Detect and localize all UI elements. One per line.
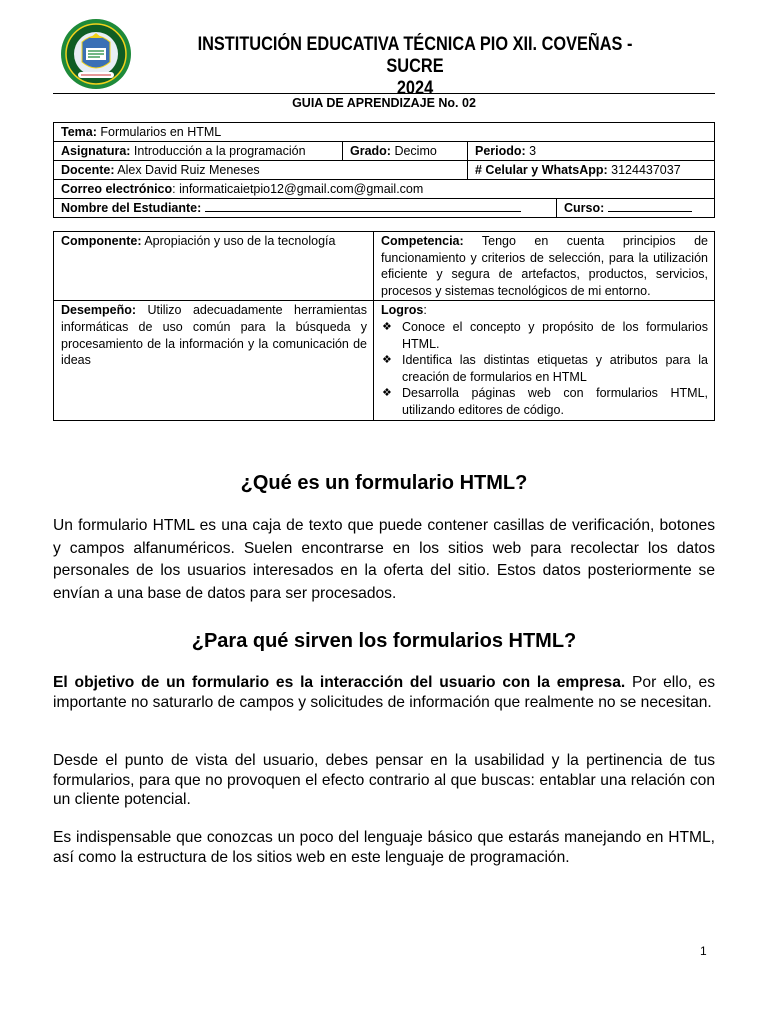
guide-title: GUIA DE APRENDIZAJE No. 02 [292, 96, 476, 110]
estudiante-blank-line [205, 199, 521, 212]
logro-item [381, 319, 708, 352]
diamond-bullet-icon: ❖ [382, 354, 392, 367]
header-divider [53, 93, 715, 94]
curso-cell [557, 199, 715, 218]
docente-label: Docente: [61, 163, 115, 177]
institution-title-year: 2024 [396, 78, 434, 99]
asignatura-value: Introducción a la programación [130, 144, 306, 158]
diamond-bullet-icon: ❖ [382, 320, 392, 333]
celular-value: 3124437037 [607, 163, 681, 177]
paragraph-definition: Un formulario HTML es una caja de texto que puede contener casillas de verificación, botones y campos alfanuméricos. Suelen encontrarse en los sitios web para recolectar los datos personales de los usuarios interesados en la oferta del sitio. Estos datos posteriormente se envían a una base de datos para ser procesados. [53, 517, 715, 602]
logros-label: Logros [381, 303, 424, 318]
tema-value: Formularios en HTML [96, 125, 222, 139]
desempeno-cell [54, 301, 374, 420]
correo-cell [54, 180, 715, 199]
docente-cell [54, 161, 468, 180]
logro-item [381, 352, 708, 385]
docente-value: Alex David Ruiz Meneses [114, 163, 260, 177]
paragraph-lenguaje: Es indispensable que conozcas un poco del lenguaje básico que estarás manejando en HTML, así como la estructura de los sitios web en este lenguaje de programación. [53, 829, 715, 866]
celular-label: # Celular y WhatsApp: [475, 163, 608, 177]
desempeno-label: Desempeño: [61, 303, 137, 318]
logros-cell [374, 301, 715, 420]
info-table [53, 122, 715, 218]
institution-title [187, 34, 643, 100]
desempeno-value: Utilizo adecuadamente herramientas informáticas de uso común para la búsqueda y procesamiento de la información y la comunicación de ideas [61, 303, 367, 368]
logro-text: Desarrolla páginas web con formularios HTML, utilizando editores de código. [402, 386, 708, 417]
correo-value: : informaticaietpio12@gmail.com@gmail.com [172, 182, 424, 196]
curso-blank-line [608, 199, 692, 212]
estudiante-label: Nombre del Estudiante: [61, 201, 202, 215]
curso-label: Curso: [564, 201, 605, 215]
logros-colon: : [423, 303, 427, 318]
objetivo-rest-text: Por ello, es importante no saturarlo de campos y solicitudes de información que realmente no se necesitan. [53, 674, 715, 711]
objetivo-bold-text: El objetivo de un formulario es la interacción del usuario con la empresa. [53, 674, 626, 691]
logro-item [381, 385, 708, 418]
periodo-cell [468, 142, 715, 161]
paragraph-objetivo [53, 673, 715, 712]
componente-value: Apropiación y uso de la tecnología [141, 234, 336, 248]
asignatura-label: Asignatura: [61, 144, 131, 158]
celular-cell [468, 161, 715, 180]
diamond-bullet-icon: ❖ [382, 387, 392, 400]
competencia-label: Competencia: [381, 234, 464, 248]
page-number: 1 [700, 944, 707, 958]
componente-cell [54, 232, 374, 301]
grado-value: Decimo [390, 144, 437, 158]
paragraph-usabilidad: Desde el punto de vista del usuario, debes pensar en la usabilidad y la pertinencia de tus formularios, para que no provoquen el efecto contrario al que buscas: entablar una relación con un cliente potencial. [53, 752, 715, 808]
componente-label: Componente: [61, 234, 142, 248]
correo-label: Correo electrónico [61, 182, 173, 196]
asignatura-cell [54, 142, 343, 161]
heading-que-es: ¿Qué es un formulario HTML? [240, 472, 528, 494]
tema-label: Tema: [61, 125, 97, 139]
institution-title-line1: INSTITUCIÓN EDUCATIVA TÉCNICA PIO XII. COVEÑAS - SUCRE [197, 34, 633, 77]
logro-text: Conoce el concepto y propósito de los formularios HTML. [402, 319, 708, 351]
logro-text: Identifica las distintas etiquetas y atributos para la creación de formularios en HTML [402, 353, 708, 384]
heading-para-que: ¿Para qué sirven los formularios HTML? [191, 630, 577, 652]
periodo-value: 3 [525, 144, 537, 158]
estudiante-cell [54, 199, 557, 218]
competencia-cell [374, 232, 715, 301]
grado-cell [343, 142, 468, 161]
tema-cell [54, 123, 715, 142]
competencia-value: Tengo en cuenta principios de funcionamiento y criterios de selección, para la utilización eficiente y segura de artefactos, productos, servicios, procesos y sistemas tecnológicos de mi entorno. [381, 234, 708, 298]
grado-label: Grado: [350, 144, 391, 158]
competence-table [53, 231, 715, 421]
logros-list [381, 319, 708, 419]
periodo-label: Periodo: [475, 144, 526, 158]
school-logo [60, 18, 132, 90]
